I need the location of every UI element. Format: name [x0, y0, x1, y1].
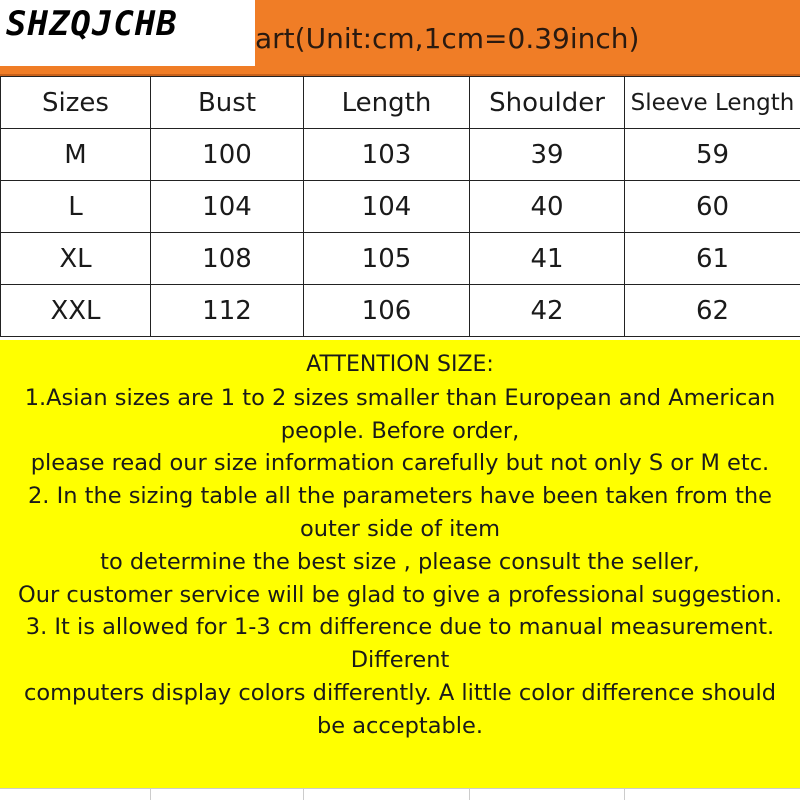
table-cell-size: L [1, 181, 151, 233]
table-cell-length: 104 [304, 181, 470, 233]
table-cell-shoulder: 39 [470, 129, 625, 181]
table-cell-shoulder: 42 [470, 285, 625, 337]
notice-line: 1.Asian sizes are 1 to 2 sizes smaller than European and American [24, 384, 776, 411]
grid-divider [624, 789, 625, 800]
table-row [1, 181, 800, 233]
table-cell-sleeve-length: 60 [625, 181, 800, 233]
table-cell-size: XXL [1, 285, 151, 337]
notice-line: be acceptable. [316, 712, 484, 739]
table-cell-bust: 104 [151, 181, 304, 233]
table-cell-length: 106 [304, 285, 470, 337]
table-row [1, 129, 800, 181]
table-header-row [1, 77, 800, 129]
notice-line: 3. It is allowed for 1-3 cm difference due to manual measurement. [25, 614, 775, 641]
notice-line: 2. In the sizing table all the parameters have been taken from the [27, 483, 773, 510]
column-header-sleeve-length: Sleeve Length [625, 77, 800, 129]
notice-line: to determine the best size , please consult the seller, [100, 548, 700, 575]
table-cell-sleeve-length: 59 [625, 129, 800, 181]
column-header-shoulder: Shoulder [470, 77, 625, 129]
grid-divider [303, 789, 304, 800]
table-cell-shoulder: 40 [470, 181, 625, 233]
notice-line: Different [350, 647, 450, 674]
notice-line: Our customer service will be glad to give a professional suggestion. [18, 581, 782, 608]
table-cell-size: XL [1, 233, 151, 285]
attention-notice [0, 340, 800, 788]
brand-name: SHZQJCHB [6, 4, 178, 44]
table-cell-sleeve-length: 61 [625, 233, 800, 285]
size-table [0, 76, 800, 337]
table-cell-length: 105 [304, 233, 470, 285]
grid-divider [150, 789, 151, 800]
bottom-grid-strip [0, 788, 800, 800]
size-chart-title: art(Unit:cm,1cm=0.39inch) [255, 22, 640, 55]
table-cell-sleeve-length: 62 [625, 285, 800, 337]
table-row [1, 233, 800, 285]
table-row [1, 285, 800, 337]
column-header-bust: Bust [151, 77, 304, 129]
notice-title: ATTENTION SIZE: [306, 352, 494, 377]
table-cell-length: 103 [304, 129, 470, 181]
table-cell-bust: 100 [151, 129, 304, 181]
table-cell-size: M [1, 129, 151, 181]
notice-line: people. Before order, [280, 417, 520, 444]
table-cell-bust: 108 [151, 233, 304, 285]
column-header-length: Length [304, 77, 470, 129]
notice-line: computers display colors differently. A little color difference should [23, 679, 777, 706]
brand-logo [0, 0, 255, 66]
notice-line: please read our size information carefully but not only S or M etc. [30, 450, 770, 477]
table-cell-bust: 112 [151, 285, 304, 337]
table-cell-shoulder: 41 [470, 233, 625, 285]
column-header-sizes: Sizes [1, 77, 151, 129]
grid-divider [469, 789, 470, 800]
notice-line: outer side of item [299, 515, 501, 542]
